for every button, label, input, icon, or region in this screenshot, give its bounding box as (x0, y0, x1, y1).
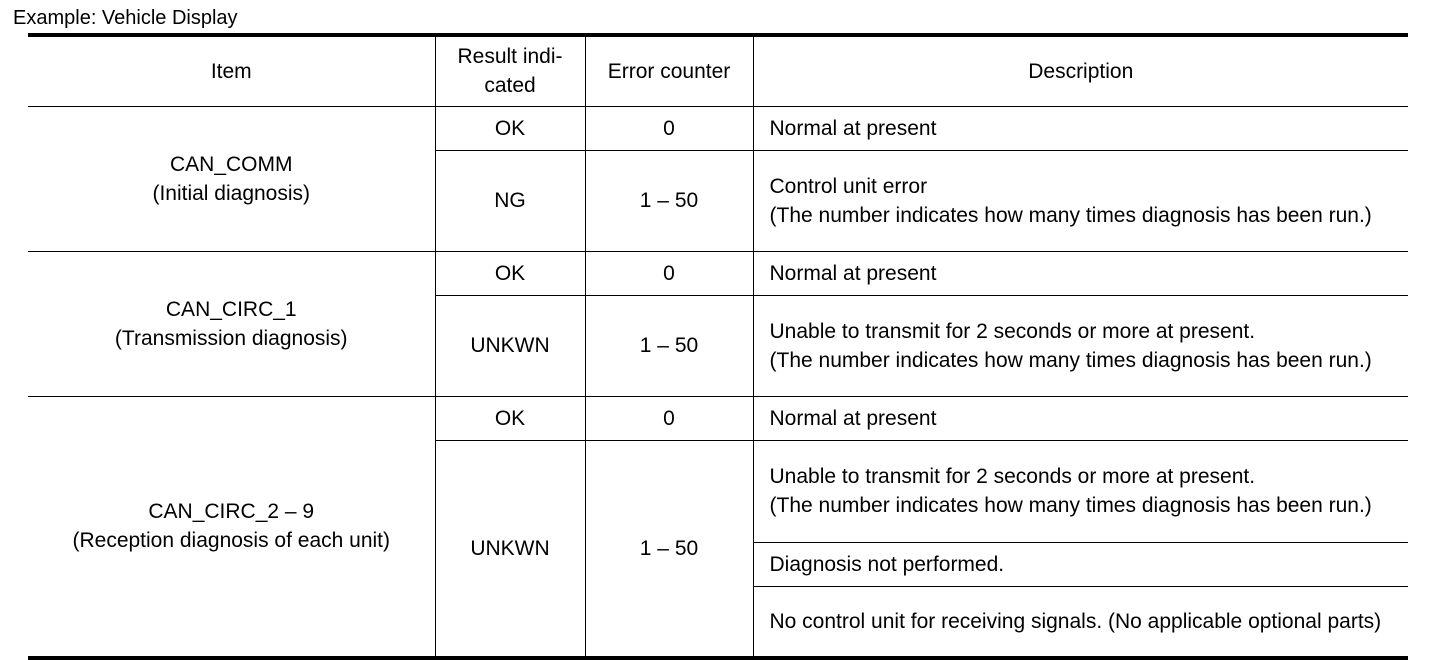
result-cell: NG (435, 150, 585, 251)
description-cell: Diagnosis not performed. (753, 542, 1408, 586)
item-subtitle: (Initial diagnosis) (152, 181, 311, 205)
vehicle-display-table (28, 33, 1408, 660)
table-row (28, 396, 1408, 440)
header-result: Result indi- cated (435, 35, 585, 106)
item-name: CAN_COMM (169, 152, 293, 176)
header-description: Description (753, 35, 1408, 106)
error-counter-cell: 1 – 50 (585, 295, 753, 396)
result-cell: UNKWN (435, 295, 585, 396)
table-row (28, 106, 1408, 150)
table-caption: Example: Vehicle Display (13, 7, 238, 29)
table-body (28, 106, 1408, 658)
item-subtitle: (Transmission diagnosis) (114, 326, 348, 350)
result-cell: UNKWN (435, 440, 585, 658)
error-counter-cell: 0 (585, 396, 753, 440)
description-cell: Control unit error (The number indicates how many times diagnosis has been run.) (753, 150, 1408, 251)
header-row (28, 35, 1408, 106)
description-cell: No control unit for receiving signals. (No applicable optional parts) (753, 586, 1408, 658)
description-cell: Unable to transmit for 2 seconds or more at present. (The number indicates how many times diagnosis has been run.) (753, 295, 1408, 396)
header-item: Item (28, 35, 435, 106)
item-name: CAN_CIRC_2 – 9 (148, 500, 315, 524)
item-cell (28, 106, 435, 251)
error-counter-cell: 1 – 50 (585, 150, 753, 251)
item-name: CAN_CIRC_1 (165, 297, 297, 321)
result-cell: OK (435, 106, 585, 150)
item-subtitle: (Reception diagnosis of each unit) (72, 529, 391, 553)
result-cell: OK (435, 251, 585, 295)
description-cell: Normal at present (753, 251, 1408, 295)
item-cell (28, 396, 435, 658)
error-counter-cell: 0 (585, 106, 753, 150)
error-counter-cell: 0 (585, 251, 753, 295)
table-header (28, 35, 1408, 106)
description-cell: Unable to transmit for 2 seconds or more at present. (The number indicates how many times diagnosis has been run.) (753, 440, 1408, 542)
result-cell: OK (435, 396, 585, 440)
description-cell: Normal at present (753, 106, 1408, 150)
item-cell (28, 251, 435, 396)
error-counter-cell: 1 – 50 (585, 440, 753, 658)
table-row (28, 251, 1408, 295)
description-cell: Normal at present (753, 396, 1408, 440)
header-error-counter: Error counter (585, 35, 753, 106)
